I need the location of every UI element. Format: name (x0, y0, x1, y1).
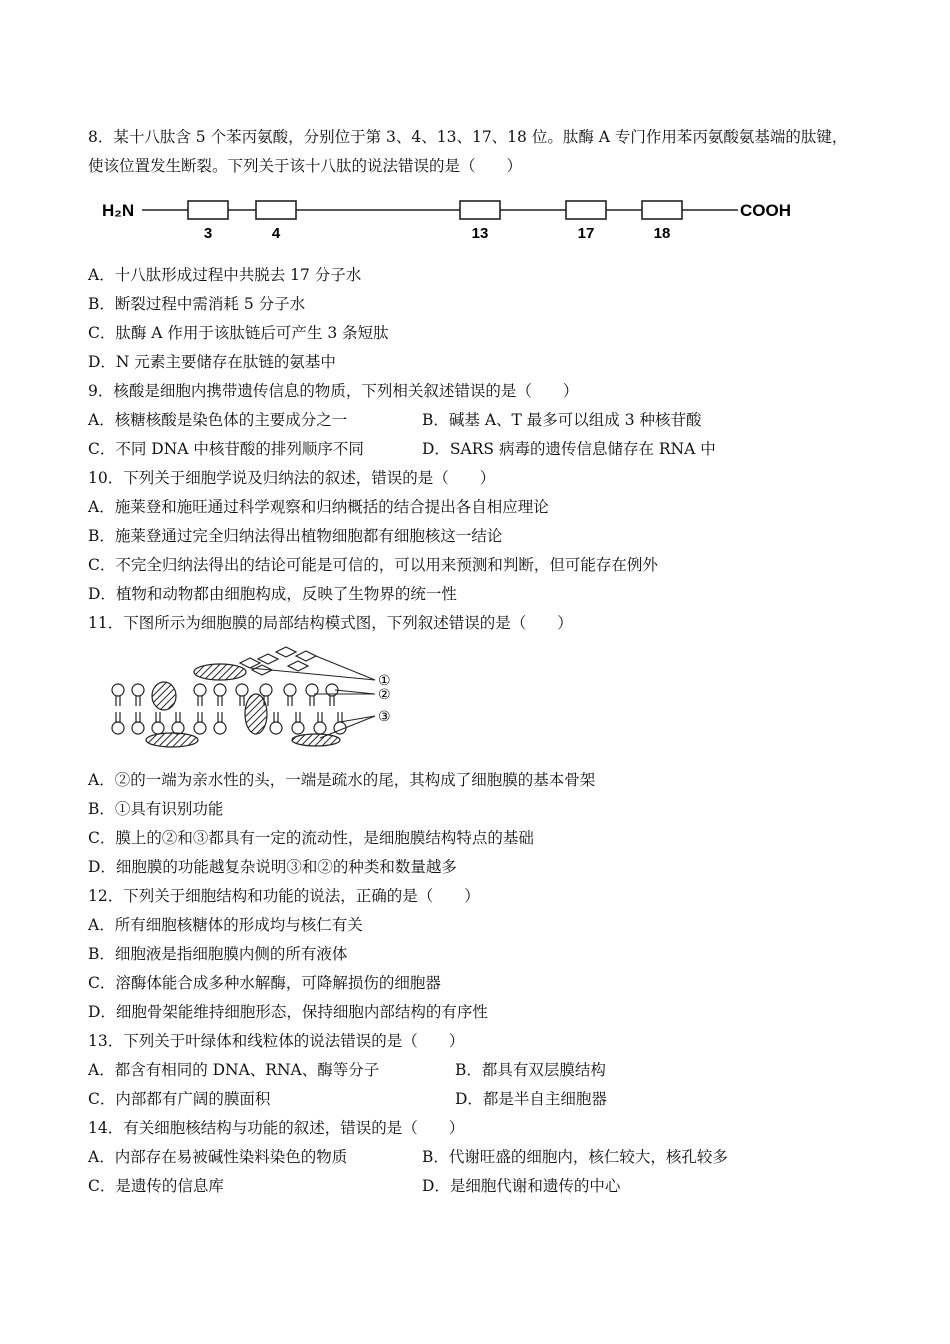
q8-option-b: B．断裂过程中需消耗 5 分子水 (88, 295, 306, 313)
q12-option-b: B．细胞液是指细胞膜内侧的所有液体 (88, 945, 348, 963)
residue-box-13 (460, 201, 500, 219)
q9-option-a: A．核糖核酸是染色体的主要成分之一 (88, 411, 348, 429)
q14-option-b: B．代谢旺盛的细胞内，核仁较大，核孔较多 (422, 1148, 728, 1166)
cell-membrane-diagram (100, 642, 420, 752)
q8-stem-line1: 8．某十八肽含 5 个苯丙氨酸，分别位于第 3、4、13、17、18 位。肽酶 A 专门作用苯丙氨酸氨基端的肽键， (88, 128, 848, 146)
q14-option-d: D．是细胞代谢和遗传的中心 (422, 1177, 621, 1195)
q10-stem: 10．下列关于细胞学说及归纳法的叙述，错误的是（ ） (88, 469, 496, 487)
q11-option-c: C．膜上的②和③都具有一定的流动性，是细胞膜结构特点的基础 (88, 829, 534, 847)
carboxyl-terminal-label: COOH (740, 201, 791, 220)
q13-option-c: C．内部都有广阔的膜面积 (88, 1090, 271, 1108)
q11-stem: 11．下图所示为细胞膜的局部结构模式图，下列叙述错误的是（ ） (88, 614, 573, 632)
q11-option-a: A．②的一端为亲水性的头，一端是疏水的尾，其构成了细胞膜的基本骨架 (88, 771, 596, 789)
q14-stem: 14．有关细胞核结构与功能的叙述，错误的是（ ） (88, 1119, 465, 1137)
q13-option-d: D．都是半自主细胞器 (455, 1090, 607, 1108)
phospholipid-outer-layer (112, 684, 338, 706)
residue-box-18 (642, 201, 682, 219)
q10-option-b: B．施莱登通过完全归纳法得出植物细胞都有细胞核这一结论 (88, 527, 503, 545)
position-label-4: 4 (271, 225, 281, 242)
q10-option-d: D．植物和动物都由细胞构成，反映了生物界的统一性 (88, 585, 457, 603)
q11-option-b: B．①具有识别功能 (88, 800, 224, 818)
q8-option-a: A．十八肽形成过程中共脱去 17 分子水 (88, 266, 362, 284)
label-3: ③ (378, 708, 391, 724)
q13-option-a: A．都含有相同的 DNA、RNA、酶等分子 (88, 1061, 380, 1079)
label-2: ② (378, 686, 391, 702)
position-label-13: 13 (471, 225, 489, 242)
peptide-chain-diagram (96, 192, 816, 248)
q10-option-c: C．不完全归纳法得出的结论可能是可信的，可以用来预测和判断，但可能存在例外 (88, 556, 658, 574)
glycoprotein (194, 647, 316, 680)
residue-box-17 (566, 201, 606, 219)
q9-option-d: D．SARS 病毒的遗传信息储存在 RNA 中 (422, 440, 716, 458)
q13-option-b: B．都具有双层膜结构 (455, 1061, 606, 1079)
q10-option-a: A．施莱登和施旺通过科学观察和归纳概括的结合提出各自相应理论 (88, 498, 549, 516)
amino-terminal-label: H₂N (102, 201, 135, 220)
q8-stem-line2: 使该位置发生断裂。下列关于该十八肽的说法错误的是（ ） (88, 157, 523, 175)
q9-option-b: B．碱基 A、T 最多可以组成 3 种核苷酸 (422, 411, 702, 429)
position-label-3: 3 (203, 225, 213, 242)
q8-option-c: C．肽酶 A 作用于该肽链后可产生 3 条短肽 (88, 324, 389, 342)
q12-option-a: A．所有细胞核糖体的形成均与核仁有关 (88, 916, 363, 934)
position-label-18: 18 (653, 225, 671, 242)
residue-box-4 (256, 201, 296, 219)
q9-option-c: C．不同 DNA 中核苷酸的排列顺序不同 (88, 440, 364, 458)
q12-option-d: D．细胞骨架能维持细胞形态，保持细胞内部结构的有序性 (88, 1003, 488, 1021)
q9-stem: 9．核酸是细胞内携带遗传信息的物质，下列相关叙述错误的是（ ） (88, 382, 579, 400)
q14-option-c: C．是遗传的信息库 (88, 1177, 224, 1195)
q8-option-d: D．N 元素主要储存在肽链的氨基中 (88, 353, 336, 371)
q12-stem: 12．下列关于细胞结构和功能的说法，正确的是（ ） (88, 887, 480, 905)
q14-option-a: A．内部存在易被碱性染料染色的物质 (88, 1148, 348, 1166)
phospholipid-inner-layer (112, 712, 346, 734)
q13-stem: 13．下列关于叶绿体和线粒体的说法错误的是（ ） (88, 1032, 465, 1050)
q12-option-c: C．溶酶体能合成多种水解酶，可降解损伤的细胞器 (88, 974, 441, 992)
position-label-17: 17 (577, 225, 595, 242)
q11-option-d: D．细胞膜的功能越复杂说明③和②的种类和数量越多 (88, 858, 457, 876)
residue-box-3 (188, 201, 228, 219)
label-1: ① (378, 672, 391, 688)
